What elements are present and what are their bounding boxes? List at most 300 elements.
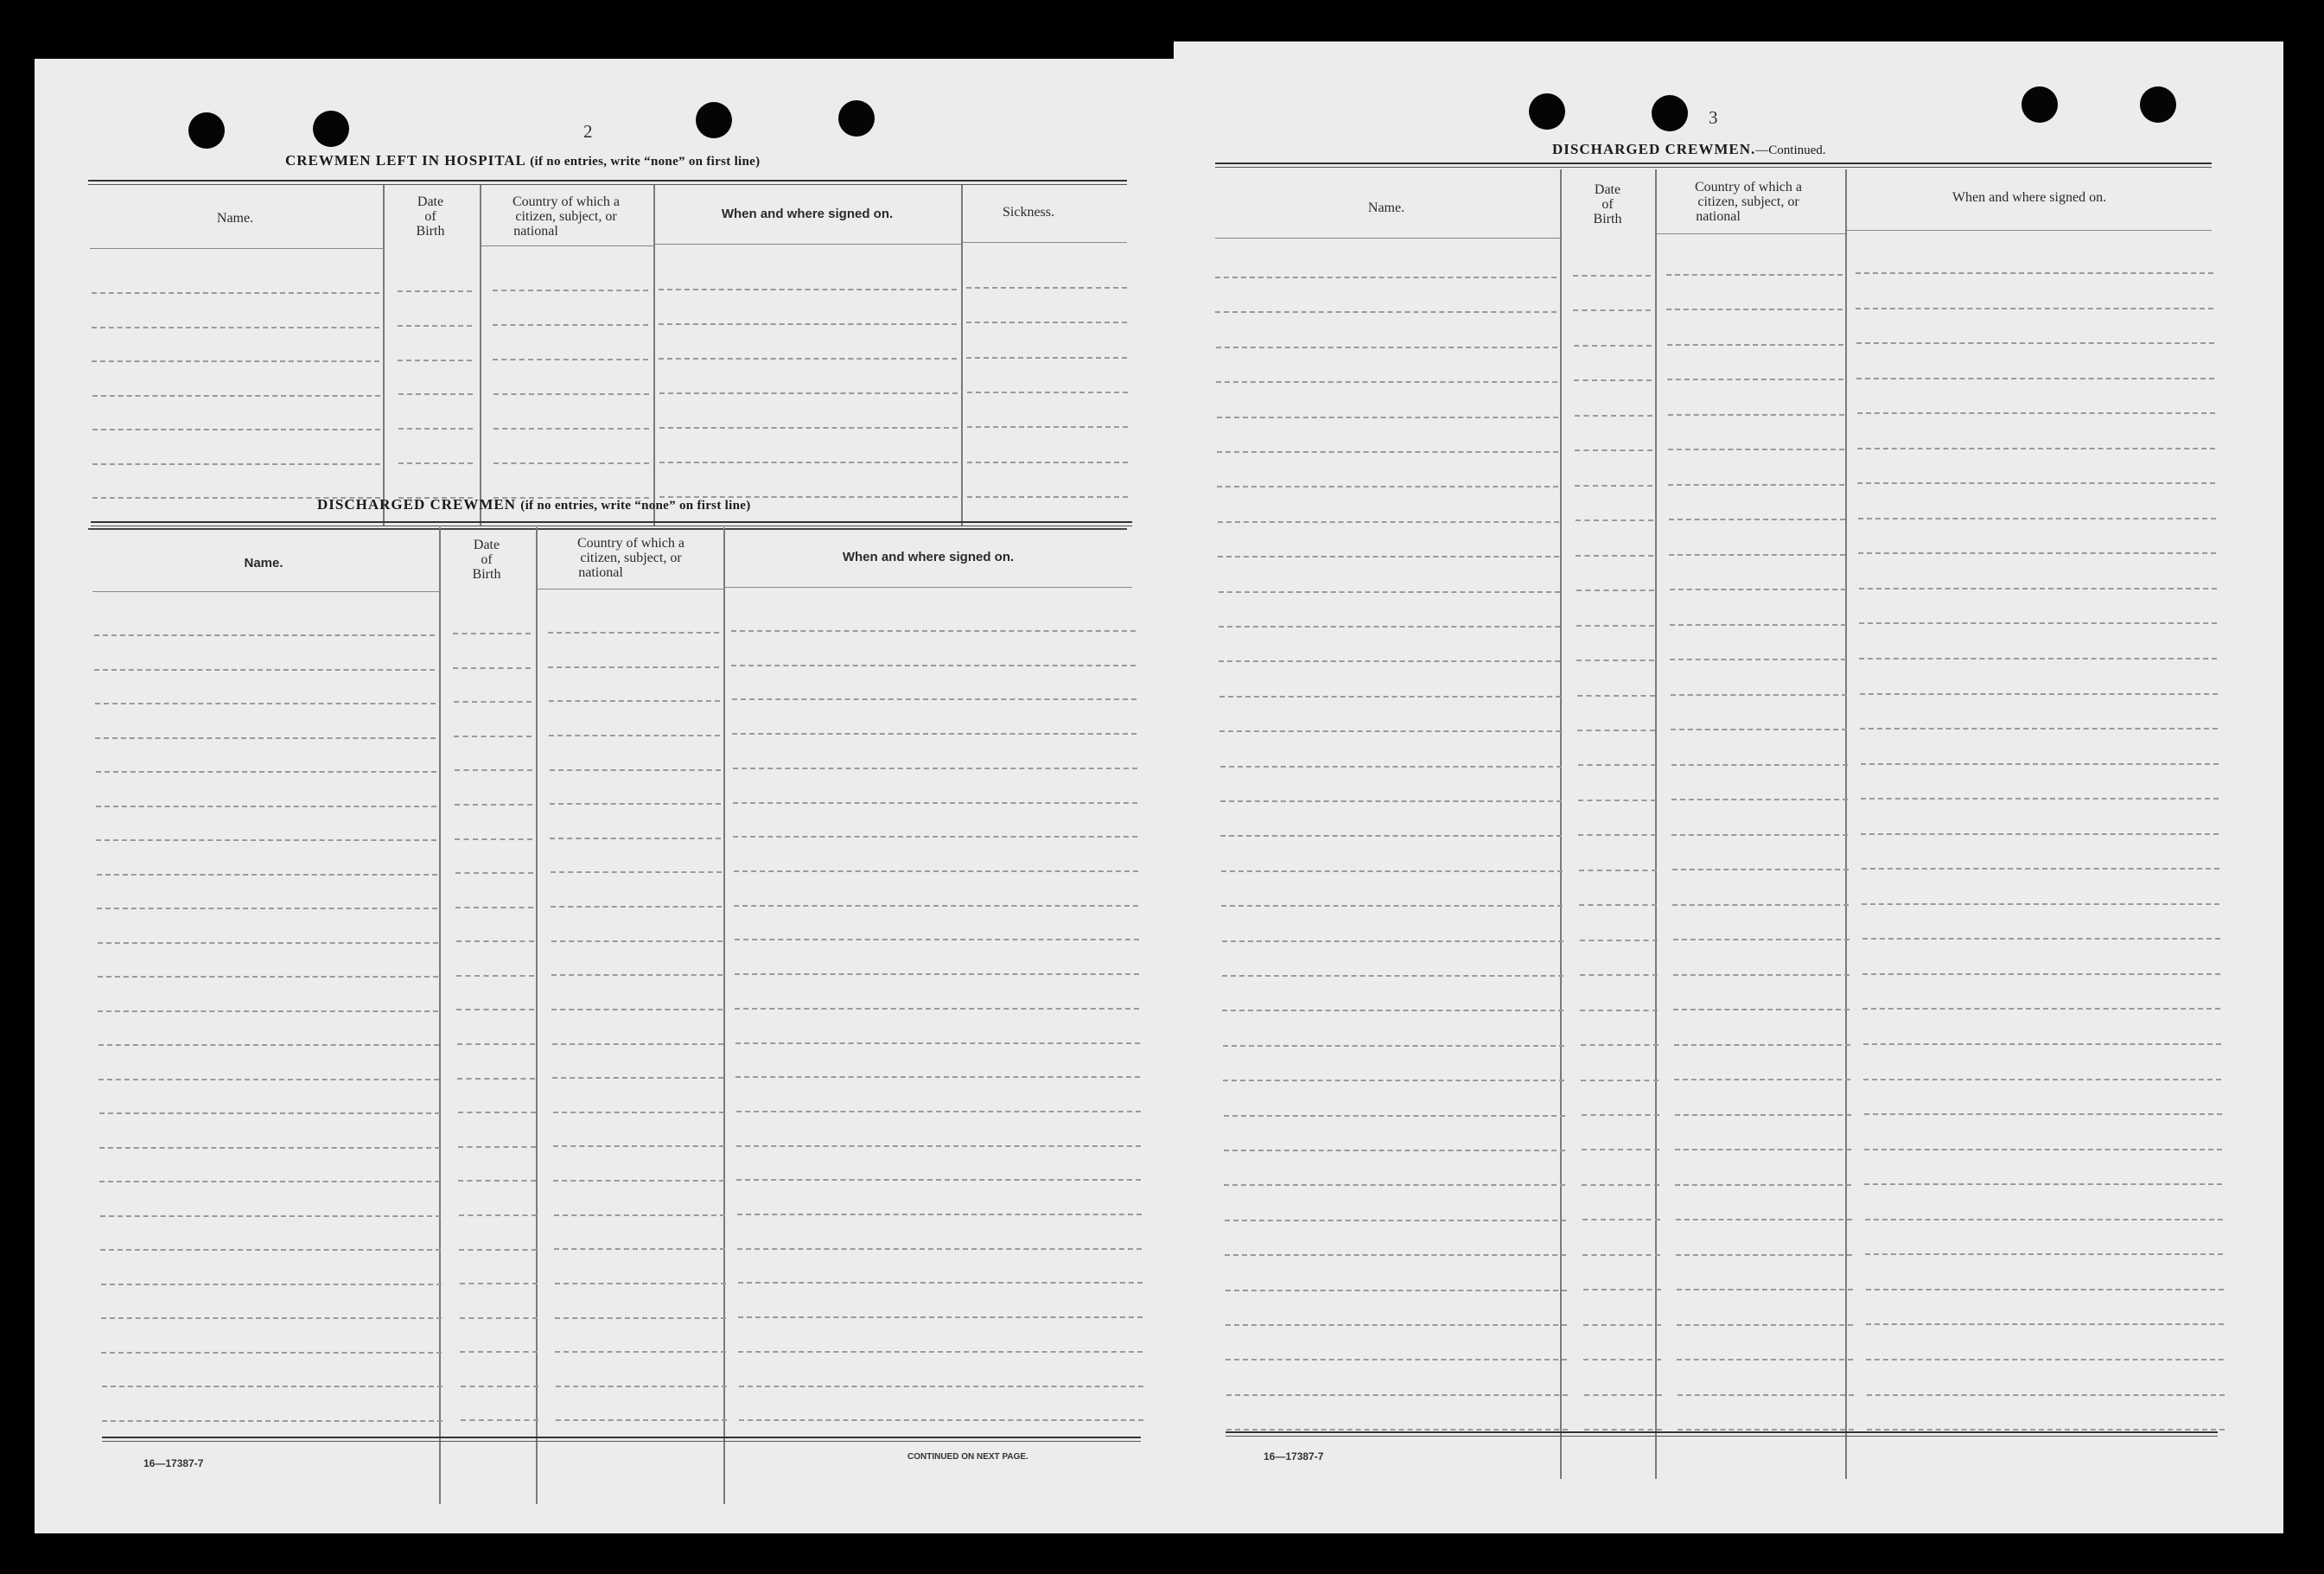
entry-line <box>493 428 649 430</box>
entry-line <box>1678 1429 1854 1431</box>
form-number: 16—17387-7 <box>1264 1450 1324 1462</box>
entry-line <box>1678 1394 1854 1396</box>
entry-line <box>738 1351 1143 1353</box>
entry-line <box>1582 1219 1660 1220</box>
entry-line <box>493 324 648 326</box>
entry-line <box>1576 589 1654 591</box>
entry-line <box>1675 1149 1851 1150</box>
entry-line <box>1856 378 2214 379</box>
entry-line <box>1672 904 1849 906</box>
entry-line <box>95 737 436 739</box>
entry-line <box>99 1112 440 1114</box>
entry-line <box>92 429 380 430</box>
col-country-header: Country of which a citizen, subject, or national <box>577 536 684 580</box>
entry-line <box>1222 940 1563 942</box>
header-rule <box>92 591 440 592</box>
entry-line <box>1576 519 1653 521</box>
entry-line <box>551 940 723 942</box>
entry-line <box>1864 1149 2222 1150</box>
entry-line <box>1862 903 2219 905</box>
entry-line <box>739 1386 1143 1387</box>
entry-line <box>1575 415 1652 417</box>
entry-line <box>1584 1394 1662 1396</box>
entry-line <box>1581 1044 1659 1046</box>
entry-line <box>461 1419 538 1421</box>
entry-line <box>1222 1010 1563 1011</box>
entry-line <box>738 1282 1143 1284</box>
column-divider <box>383 185 385 526</box>
entry-line <box>1667 344 1843 346</box>
entry-line <box>493 359 648 360</box>
punch-hole <box>188 112 225 149</box>
entry-line <box>457 1043 535 1045</box>
entry-line <box>736 1111 1141 1112</box>
entry-line <box>101 1284 442 1285</box>
entry-line <box>1225 1220 1566 1221</box>
entry-line <box>1856 272 2213 274</box>
entry-line <box>1860 728 2218 730</box>
entry-line <box>1574 379 1652 381</box>
entry-line <box>659 427 958 429</box>
discharged-continued-title-text: DISCHARGED CREWMEN. <box>1552 141 1756 157</box>
entry-line <box>1668 449 1844 450</box>
entry-line <box>1673 939 1850 940</box>
entry-line <box>550 803 721 805</box>
discharged-section-title <box>317 496 751 513</box>
entry-line <box>1219 591 1560 593</box>
entry-line <box>95 703 436 704</box>
entry-line <box>1582 1149 1659 1150</box>
entry-line <box>458 1146 536 1148</box>
entry-line <box>731 630 1136 632</box>
entry-line <box>453 633 531 634</box>
entry-line <box>1867 1429 2225 1431</box>
entry-line <box>1582 1114 1659 1116</box>
entry-line <box>92 327 379 328</box>
entry-line <box>1856 342 2214 344</box>
entry-line <box>1576 625 1654 627</box>
entry-line <box>458 1180 536 1182</box>
entry-line <box>1583 1324 1661 1326</box>
entry-line <box>398 462 473 464</box>
entry-line <box>459 1214 537 1216</box>
entry-line <box>1224 1184 1565 1186</box>
entry-line <box>1671 834 1848 836</box>
entry-line <box>1217 486 1558 487</box>
entry-line <box>461 1386 538 1387</box>
entry-line <box>659 358 957 360</box>
entry-line <box>1584 1429 1662 1431</box>
entry-line <box>1858 518 2216 519</box>
entry-line <box>739 1419 1143 1421</box>
entry-line <box>99 1147 440 1149</box>
entry-line <box>733 802 1137 804</box>
entry-line <box>1670 659 1846 660</box>
entry-line <box>100 1249 441 1251</box>
entry-line <box>967 462 1128 463</box>
entry-line <box>548 632 719 634</box>
entry-line <box>550 838 721 839</box>
entry-line <box>99 1181 440 1182</box>
entry-line <box>555 1317 726 1319</box>
entry-line <box>1223 1080 1564 1081</box>
entry-line <box>1861 798 2219 800</box>
entry-line <box>966 322 1127 323</box>
entry-line <box>1862 938 2220 940</box>
entry-line <box>552 1043 723 1045</box>
column-divider <box>653 185 655 526</box>
entry-line <box>1220 800 1562 802</box>
col-dob-header: Date of Birth <box>472 538 501 582</box>
continued-note: CONTINUED ON NEXT PAGE. <box>907 1452 1028 1462</box>
entry-line <box>1224 1150 1565 1151</box>
hospital-top-rule <box>88 180 1127 185</box>
entry-line <box>1219 730 1561 732</box>
entry-line <box>1582 1254 1660 1256</box>
entry-line <box>1574 345 1652 347</box>
entry-line <box>1219 626 1560 628</box>
entry-line <box>92 292 379 294</box>
entry-line <box>1577 695 1655 697</box>
entry-line <box>1226 1359 1567 1361</box>
entry-line <box>96 839 436 841</box>
entry-line <box>1861 763 2219 765</box>
entry-line <box>1671 799 1848 800</box>
entry-line <box>455 769 532 771</box>
entry-line <box>1669 554 1845 556</box>
entry-line <box>1856 308 2213 309</box>
entry-line <box>659 392 958 394</box>
entry-line <box>732 698 1137 700</box>
left-page <box>35 59 1177 1533</box>
punch-hole <box>2140 86 2176 123</box>
entry-line <box>1864 1183 2222 1185</box>
discharged-continued-title <box>1552 141 1826 158</box>
entry-line <box>454 701 532 703</box>
entry-line <box>966 357 1127 359</box>
entry-line <box>1220 766 1562 768</box>
entry-line <box>1675 1184 1851 1186</box>
punch-hole <box>1529 93 1565 130</box>
header-rule <box>90 248 384 249</box>
page-number: 2 <box>583 121 593 142</box>
hospital-instruction: (if no entries, write “none” on first line) <box>530 155 761 169</box>
entry-line <box>455 872 533 874</box>
entry-line <box>736 1179 1141 1181</box>
entry-line <box>659 462 958 463</box>
entry-line <box>737 1248 1142 1250</box>
entry-line <box>98 976 438 978</box>
entry-line <box>1666 274 1843 276</box>
entry-line <box>1221 905 1563 907</box>
entry-line <box>1862 973 2220 975</box>
header-rule <box>481 245 654 246</box>
entry-line <box>553 1180 724 1182</box>
discharged-instruction: (if no entries, write “none” on first line) <box>520 499 751 513</box>
entry-line <box>733 768 1137 769</box>
entry-line <box>1216 381 1557 383</box>
entry-line <box>1217 417 1558 418</box>
entry-line <box>735 1076 1140 1078</box>
entry-line <box>96 771 436 773</box>
entry-line <box>398 428 473 430</box>
entry-line <box>734 870 1138 872</box>
entry-line <box>1862 1008 2220 1010</box>
punch-hole <box>838 100 875 137</box>
entry-line <box>1859 622 2217 624</box>
entry-line <box>1669 519 1845 520</box>
entry-line <box>1865 1253 2223 1255</box>
entry-line <box>1573 275 1651 277</box>
col-dob-header: Date of Birth <box>1593 182 1622 226</box>
entry-line <box>1867 1394 2225 1396</box>
discharged-title-text: DISCHARGED CREWMEN <box>317 496 517 513</box>
entry-line <box>1578 834 1656 836</box>
col-name-header: Name. <box>244 556 283 570</box>
entry-line <box>1674 1079 1850 1080</box>
entry-line <box>98 942 438 944</box>
entry-line <box>1216 347 1557 348</box>
entry-line <box>460 1317 538 1319</box>
entry-line <box>1578 800 1656 801</box>
entry-line <box>1864 1113 2222 1115</box>
punch-hole <box>313 111 349 147</box>
entry-line <box>398 325 472 327</box>
right-page <box>1174 41 2283 1533</box>
col-country-header: Country of which a citizen, subject, or national <box>513 194 620 239</box>
entry-line <box>1226 1429 1568 1431</box>
header-rule <box>1215 238 1561 239</box>
entry-line <box>735 973 1139 975</box>
column-divider <box>1560 169 1562 1479</box>
entry-line <box>1577 730 1655 731</box>
entry-line <box>731 665 1136 666</box>
entry-line <box>1859 658 2217 660</box>
header-rule <box>1847 230 2212 231</box>
entry-line <box>1219 660 1560 662</box>
entry-line <box>1226 1324 1567 1326</box>
entry-line <box>456 1009 534 1010</box>
entry-line <box>94 634 435 636</box>
entry-line <box>1575 449 1652 451</box>
entry-line <box>550 769 721 771</box>
entry-line <box>100 1215 441 1217</box>
entry-line <box>101 1352 442 1354</box>
entry-line <box>556 1419 727 1421</box>
entry-line <box>398 360 472 361</box>
entry-line <box>1579 870 1657 871</box>
entry-line <box>1863 1079 2221 1080</box>
entry-line <box>102 1420 443 1422</box>
entry-line <box>1677 1324 1853 1326</box>
entry-line <box>548 666 719 668</box>
column-divider <box>1845 169 1847 1479</box>
entry-line <box>1668 414 1844 416</box>
column-divider <box>536 527 538 1504</box>
discharged-continued-bottom-rule <box>1226 1431 2218 1437</box>
entry-line <box>1580 940 1658 941</box>
entry-line <box>1582 1184 1659 1186</box>
entry-line <box>493 290 648 291</box>
entry-line <box>1573 309 1651 311</box>
entry-line <box>553 1112 724 1113</box>
entry-line <box>398 290 472 292</box>
entry-line <box>551 974 723 976</box>
entry-line <box>1218 556 1559 558</box>
entry-line <box>1676 1219 1852 1220</box>
entry-line <box>549 735 720 736</box>
col-signed-on-header: When and where signed on. <box>721 207 894 221</box>
header-rule <box>725 587 1132 588</box>
entry-line <box>554 1214 725 1216</box>
entry-line <box>553 1145 724 1147</box>
discharged-continued-top-rule <box>1215 162 2212 168</box>
entry-line <box>735 939 1139 940</box>
entry-line <box>967 496 1128 498</box>
entry-line <box>1671 694 1847 696</box>
page-number: 3 <box>1709 107 1718 128</box>
entry-line <box>1221 870 1563 872</box>
entry-line <box>732 733 1137 735</box>
hospital-title-text: CREWMEN LEFT IN HOSPITAL <box>285 152 525 169</box>
entry-line <box>1675 1114 1851 1116</box>
entry-line <box>556 1386 727 1387</box>
entry-line <box>551 871 722 873</box>
entry-line <box>92 463 380 465</box>
entry-line <box>92 395 380 397</box>
entry-line <box>549 700 720 702</box>
entry-line <box>1671 729 1847 730</box>
entry-line <box>1222 975 1563 977</box>
entry-line <box>457 1078 535 1080</box>
entry-line <box>1215 311 1557 313</box>
entry-line <box>1576 660 1654 661</box>
entry-line <box>96 806 436 807</box>
entry-line <box>1677 1359 1853 1361</box>
entry-line <box>967 392 1128 393</box>
entry-line <box>733 836 1137 838</box>
entry-line <box>1218 521 1559 523</box>
entry-line <box>1578 764 1656 766</box>
entry-line <box>1857 412 2215 414</box>
entry-line <box>659 289 957 290</box>
entry-line <box>551 906 722 908</box>
entry-line <box>736 1145 1141 1147</box>
entry-line <box>1667 379 1843 380</box>
entry-line <box>99 1079 439 1080</box>
entry-line <box>1858 552 2216 554</box>
entry-line <box>1677 1289 1853 1290</box>
entry-line <box>398 393 473 395</box>
entry-line <box>1857 482 2215 484</box>
entry-line <box>454 736 532 737</box>
entry-line <box>1670 589 1846 590</box>
entry-line <box>493 462 649 464</box>
entry-line <box>1220 835 1562 837</box>
entry-line <box>1674 1044 1850 1046</box>
entry-line <box>966 287 1127 289</box>
entry-line <box>734 905 1138 907</box>
col-country-header: Country of which a citizen, subject, or national <box>1695 180 1802 224</box>
entry-line <box>98 1010 438 1012</box>
continued-suffix: —Continued. <box>1755 143 1826 157</box>
entry-line <box>460 1283 538 1284</box>
entry-line <box>455 907 533 908</box>
entry-line <box>1861 833 2219 835</box>
entry-line <box>1217 451 1558 453</box>
entry-line <box>1215 277 1557 278</box>
entry-line <box>1579 904 1657 906</box>
form-number: 16—17387-7 <box>143 1457 204 1469</box>
entry-line <box>460 1351 538 1353</box>
entry-line <box>1866 1359 2224 1361</box>
col-signed-on-header: When and where signed on. <box>1952 190 2107 205</box>
entry-line <box>1581 1080 1659 1081</box>
column-divider <box>480 185 481 526</box>
entry-line <box>552 1077 723 1079</box>
entry-line <box>97 908 437 909</box>
entry-line <box>1580 974 1658 976</box>
entry-line <box>101 1317 442 1319</box>
col-name-header: Name. <box>216 211 254 226</box>
entry-line <box>1668 484 1844 486</box>
entry-line <box>551 1009 723 1010</box>
entry-line <box>1226 1394 1568 1396</box>
entry-line <box>1219 696 1561 698</box>
entry-line <box>456 940 534 942</box>
entry-line <box>455 804 532 806</box>
entry-line <box>1225 1254 1566 1256</box>
punch-hole <box>1652 95 1688 131</box>
entry-line <box>735 1008 1139 1010</box>
entry-line <box>453 667 531 669</box>
col-sickness-header: Sickness. <box>1003 205 1054 220</box>
entry-line <box>1670 624 1846 626</box>
entry-line <box>1666 309 1843 310</box>
column-divider <box>1655 169 1657 1479</box>
entry-line <box>735 1042 1140 1044</box>
column-divider <box>961 185 963 526</box>
entry-line <box>1857 448 2215 449</box>
hospital-bottom-rule <box>88 528 1127 530</box>
col-dob-header: Date of Birth <box>416 194 445 239</box>
entry-line <box>102 1386 443 1387</box>
entry-line <box>1575 485 1652 487</box>
entry-line <box>1671 764 1848 766</box>
entry-line <box>455 838 532 840</box>
entry-line <box>1676 1254 1852 1256</box>
entry-line <box>456 975 534 977</box>
punch-hole <box>2022 86 2058 123</box>
entry-line <box>1226 1290 1567 1291</box>
entry-line <box>1860 693 2218 695</box>
column-divider <box>439 527 441 1504</box>
entry-line <box>555 1351 726 1353</box>
entry-line <box>1866 1323 2224 1325</box>
entry-line <box>99 1044 439 1046</box>
entry-line <box>967 426 1128 428</box>
entry-line <box>92 360 379 362</box>
header-rule <box>963 242 1127 243</box>
header-rule <box>1657 233 1846 234</box>
entry-line <box>554 1248 725 1250</box>
punch-hole <box>696 102 732 138</box>
entry-line <box>1859 588 2217 589</box>
entry-line <box>1865 1219 2223 1220</box>
entry-line <box>1583 1289 1661 1290</box>
entry-line <box>1223 1045 1564 1047</box>
discharged-top-rule <box>91 521 1132 526</box>
